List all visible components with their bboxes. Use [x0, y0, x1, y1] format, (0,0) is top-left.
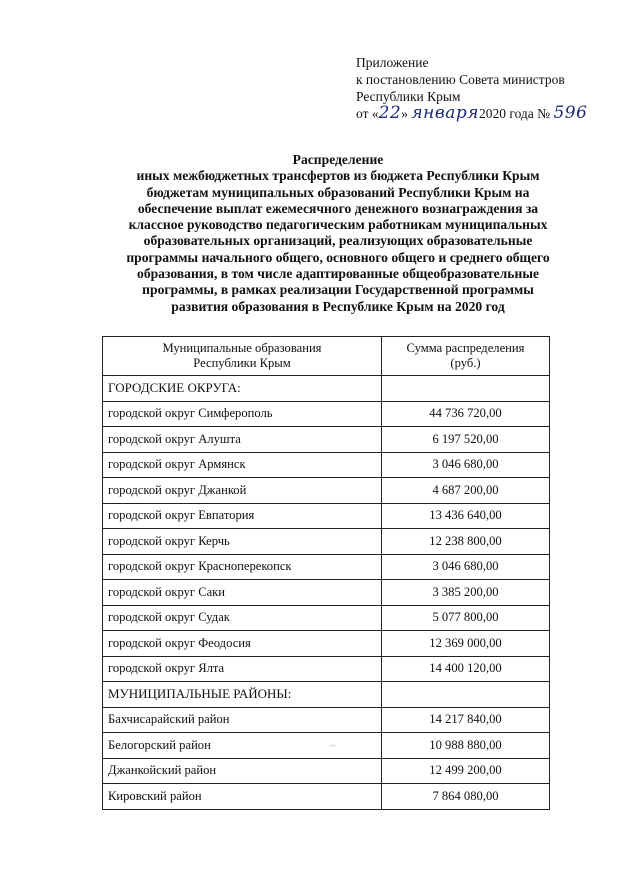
municipality-name: Джанкойский район — [103, 758, 382, 784]
date-mid: » — [401, 106, 412, 121]
amount-cell — [382, 376, 550, 402]
municipality-name: городской округ Ялта — [103, 656, 382, 682]
amount-cell: 13 436 640,00 — [382, 503, 550, 529]
municipality-name: городской округ Саки — [103, 580, 382, 606]
section-heading: МУНИЦИПАЛЬНЫЕ РАЙОНЫ: — [103, 682, 382, 708]
title-line: Распределение — [292, 152, 384, 167]
header-amount: Сумма распределения (руб.) — [382, 337, 550, 376]
table-row — [103, 376, 550, 402]
table-body — [103, 376, 550, 810]
municipality-name: Кировский район — [103, 784, 382, 810]
faint-mark: ~ — [330, 740, 336, 752]
header-municipality: Муниципальные образования Республики Крым — [103, 337, 382, 376]
municipality-name: городской округ Феодосия — [103, 631, 382, 657]
table-row — [103, 656, 550, 682]
amount-cell: 7 864 080,00 — [382, 784, 550, 810]
appendix-resolution: к постановлению Совета министров — [356, 72, 565, 87]
municipality-name: Бахчисарайский район — [103, 707, 382, 733]
amount-cell: 3 046 680,00 — [382, 554, 550, 580]
table-row — [103, 631, 550, 657]
table-row — [103, 758, 550, 784]
title-line: иных межбюджетных трансфертов из бюджета Республики Крым — [136, 168, 540, 184]
municipality-name: городской округ Алушта — [103, 427, 382, 453]
table-row — [103, 707, 550, 733]
amount-cell: 14 217 840,00 — [382, 707, 550, 733]
municipality-name: городской округ Евпатория — [103, 503, 382, 529]
amount-cell: 14 400 120,00 — [382, 656, 550, 682]
amount-cell: 12 369 000,00 — [382, 631, 550, 657]
section-heading: ГОРОДСКИЕ ОКРУГА: — [103, 376, 382, 402]
title-line: обеспечение выплат ежемесячного денежного вознаграждения за — [137, 200, 539, 216]
title-line: образования, в том числе адаптированные общеобразовательные — [137, 266, 539, 282]
municipality-name: городской округ Керчь — [103, 529, 382, 555]
appendix-block — [356, 54, 587, 122]
date-suffix: 2020 года № — [479, 106, 554, 121]
distribution-table — [102, 336, 550, 810]
table-row — [103, 401, 550, 427]
table-row — [103, 733, 550, 759]
municipality-name: Белогорский район — [103, 733, 382, 759]
title-line: образовательных организаций, реализующих образовательные — [143, 233, 533, 249]
appendix-title: Приложение — [356, 55, 429, 70]
document-title — [96, 152, 580, 315]
title-line: программы, в рамках реализации Государственной программы — [142, 282, 534, 298]
table-row — [103, 554, 550, 580]
table-row — [103, 529, 550, 555]
municipality-name: городской округ Джанкой — [103, 478, 382, 504]
title-line: программы начального общего, основного общего и среднего общего — [126, 249, 550, 265]
handwritten-number: 596 — [553, 103, 588, 123]
amount-cell: 12 238 800,00 — [382, 529, 550, 555]
amount-cell: 3 385 200,00 — [382, 580, 550, 606]
table-row — [103, 784, 550, 810]
amount-cell: 6 197 520,00 — [382, 427, 550, 453]
municipality-name: городской округ Симферополь — [103, 401, 382, 427]
municipality-name: городской округ Судак — [103, 605, 382, 631]
amount-cell: 12 499 200,00 — [382, 758, 550, 784]
table-row — [103, 580, 550, 606]
amount-cell: 5 077 800,00 — [382, 605, 550, 631]
title-line: развития образования в Республике Крым на 2020 год — [171, 298, 505, 314]
municipality-name: городской округ Армянск — [103, 452, 382, 478]
handwritten-day: 22 — [378, 103, 402, 123]
date-prefix: от « — [356, 106, 379, 121]
amount-cell — [382, 682, 550, 708]
appendix-republic: Республики Крым — [356, 89, 461, 104]
amount-cell: 3 046 680,00 — [382, 452, 550, 478]
municipality-name: городской округ Красноперекопск — [103, 554, 382, 580]
table-row — [103, 605, 550, 631]
appendix-date-line — [356, 105, 587, 122]
table-row — [103, 478, 550, 504]
handwritten-month: января — [411, 103, 479, 123]
title-line: бюджетам муниципальных образований Республики Крым на — [146, 184, 530, 200]
amount-cell: 4 687 200,00 — [382, 478, 550, 504]
title-line: классное руководство педагогическим работникам муниципальных — [128, 217, 548, 233]
table-row — [103, 503, 550, 529]
table-header-row — [103, 337, 550, 376]
amount-cell: 44 736 720,00 — [382, 401, 550, 427]
table-row — [103, 682, 550, 708]
amount-cell: 10 988 880,00 — [382, 733, 550, 759]
table-row — [103, 452, 550, 478]
table-row — [103, 427, 550, 453]
